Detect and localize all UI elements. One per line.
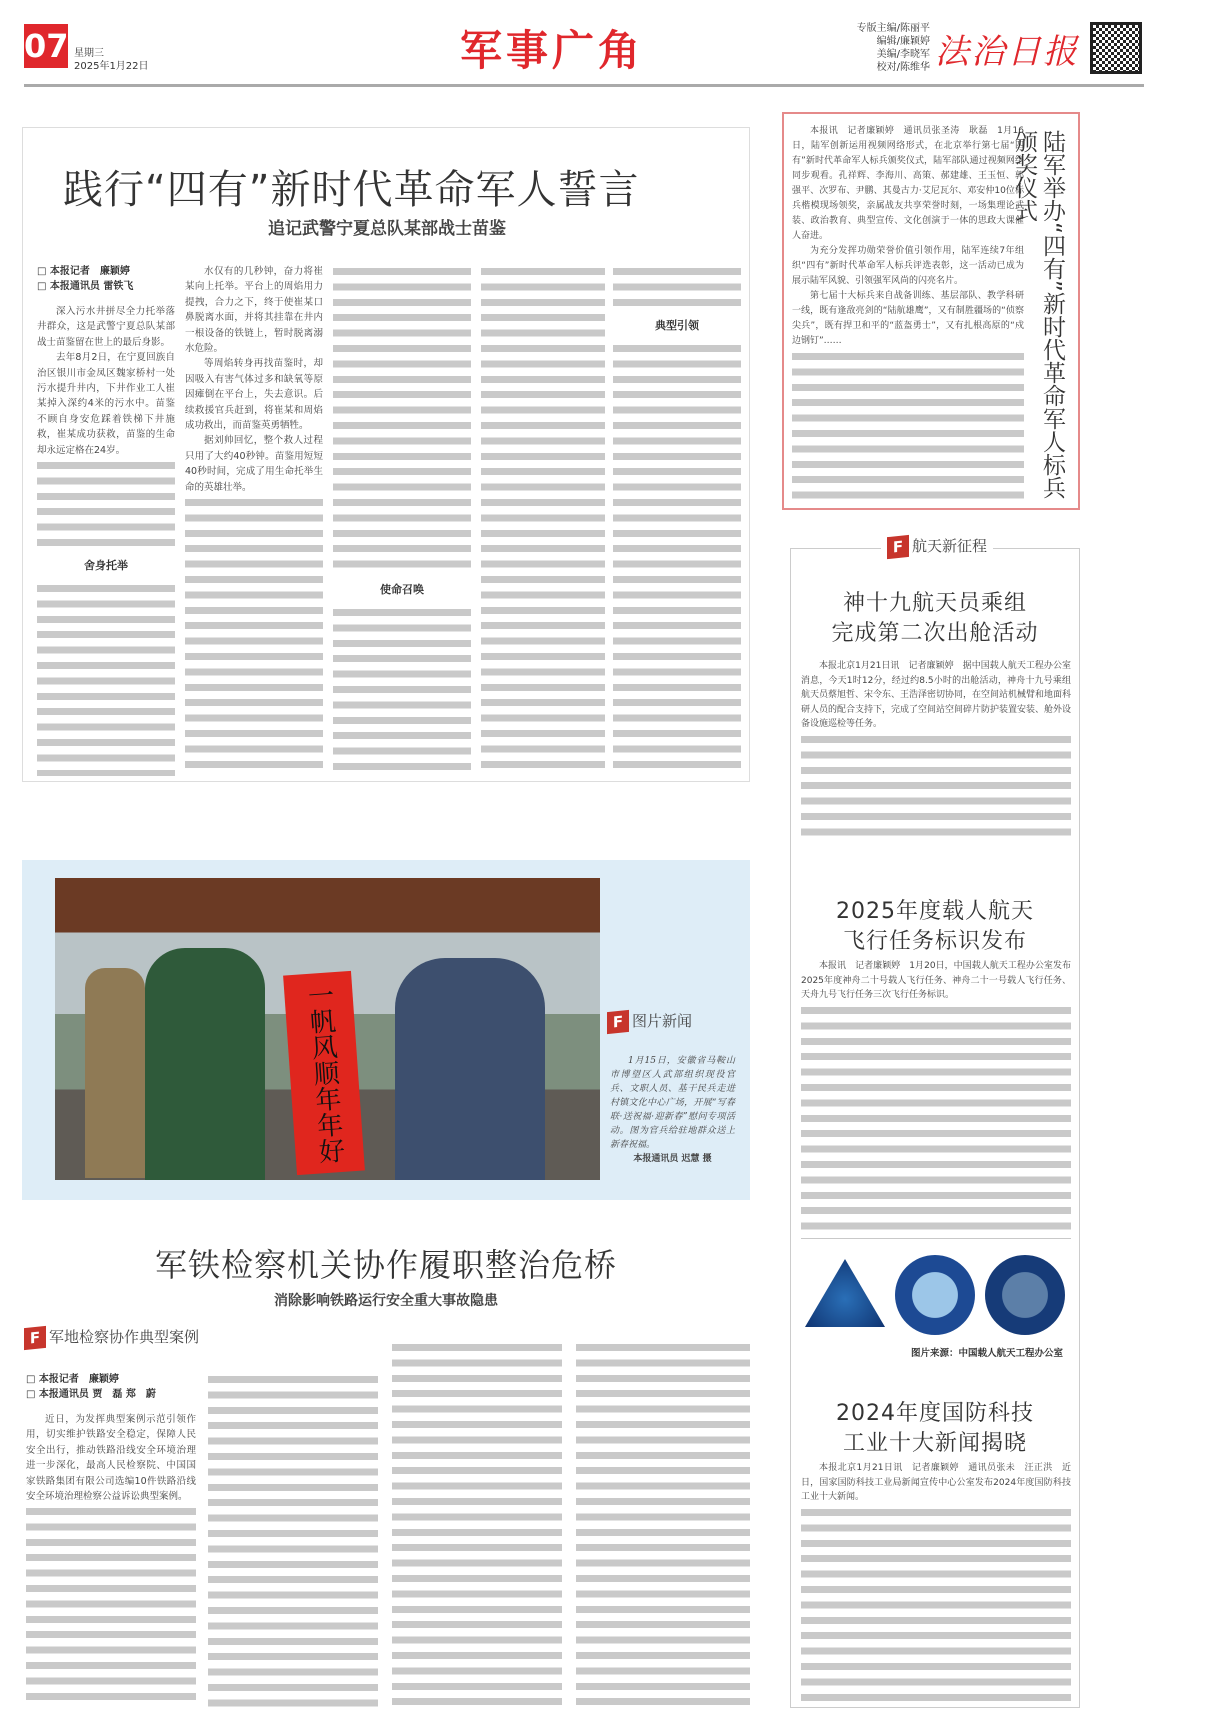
text-column — [392, 1340, 562, 1708]
editor-list — [850, 22, 930, 74]
space-article-1-title: 神十九航天员乘组 完成第二次出舱活动 — [831, 591, 1039, 646]
editor-3: 美编/李晓军 — [876, 49, 930, 60]
photo-caption: 1月15日，安徽省马鞍山市博望区人武部组织现役官兵、文职人员、基干民兵走进村镇文化中心广场，开展“写春联·送祝福·迎新春”慰问专项活动。图为官兵给驻地群众送上新春祝福。 — [610, 1056, 735, 1150]
photo-news — [22, 860, 750, 1200]
photo-credit: 本报通讯员 迟慧 摄 — [633, 1154, 712, 1164]
issue-date: 2025年1月22日 — [74, 61, 149, 72]
elder-figure — [395, 958, 545, 1180]
editor-2: 编辑/廉颖婷 — [876, 36, 930, 47]
image-credit: 图片来源：中国载人航天工程办公室 — [910, 1348, 1063, 1359]
byline-correspondent: □ 本报通讯员 雷铁飞 — [37, 281, 134, 292]
editor-1: 专版主编/陈丽平 — [856, 23, 930, 34]
section-title: 军事广角 — [460, 26, 645, 75]
qr-code-icon — [1090, 22, 1142, 74]
main-article — [22, 127, 750, 782]
paragraph: 水仅有的几秒钟，奋力将崔某向上托举。平台上的周焰用力提拽，合力之下，终于使崔某口鼻脱离水面，并将其挂靠在井内一根设备的铁链上，暂时脱离溺水危险。 — [185, 266, 323, 355]
section-heading: 典型引领 — [655, 319, 699, 332]
space-section-header — [881, 535, 993, 558]
text-column — [208, 1372, 378, 1708]
issue-weekday: 星期三 — [74, 48, 104, 59]
editor-4: 校对/陈维华 — [876, 62, 930, 73]
space-article-2-title: 2025年度载人航天 飞行任务标识发布 — [836, 899, 1034, 954]
f-logo-icon: F — [24, 1325, 46, 1349]
bottom-article-subtitle: 消除影响铁路运行安全重大事故隐患 — [274, 1293, 498, 1309]
paragraph: 近日，为发挥典型案例示范引领作用，切实维护铁路安全稳定，保障人民安全出行，推动铁路沿线安全环境治理进一步深化，最高人民检察院、中国国家铁路集团有限公司选编10件铁路沿线安全环境治理检察公益诉讼典型案例。 — [26, 1414, 196, 1503]
bottom-article-title: 军铁检察机关协作履职整治危桥 — [154, 1246, 617, 1284]
text-column — [576, 1340, 750, 1708]
paragraph: 本报讯 记者廉颖婷 通讯员张圣涛 耿磊 1月16日，陆军创新运用视频网络形式，在北京举行第七届“四有”新时代革命军人标兵颁奖仪式，陆军部队通过视频网络同步观看。孔祥辉、李海川、高策、郝建雄、王玉恒、郭强平、次罗布、尹鹏、其曼古力·艾尼瓦尔、邓安仲10位标兵楷模现场领奖，亲属战友共享荣誉时刻，一场集理论武装、政治教育、典型宣传、文化创演于一体的思政大课催人奋进。 — [792, 126, 1024, 241]
section-heading: 舍身托举 — [84, 559, 128, 573]
space-article-3-title: 2024年度国防科技 工业十大新闻揭晓 — [836, 1401, 1034, 1456]
paragraph: 本报北京1月21日讯 记者廉颖婷 通讯员张未 汪正洪 近日，国家国防科技工业局新闻宣传中心公室发布2024年度国防科技工业十大新闻。 — [801, 1463, 1071, 1502]
byline-reporter: □ 本报记者 廉颖婷 — [26, 1374, 119, 1385]
f-logo-icon: F — [607, 1009, 629, 1033]
paper-logo: 法治日报 — [935, 32, 1079, 72]
case-section-label: 军地检察协作典型案例 — [49, 1328, 200, 1346]
header-divider — [24, 84, 1144, 87]
case-section-header — [24, 1326, 199, 1349]
paragraph: 第七届十大标兵来自战备训练、基层部队、教学科研一线，既有逢敌亮剑的“陆航雄鹰”，又有制胜疆场的“侦察尖兵”，既有捍卫和平的“蓝盔勇士”，又有扎根高原的“戍边钢钉”…… — [792, 291, 1024, 346]
couplet-banner: 一帆风顺年年好 — [283, 971, 365, 1175]
photo-news-header — [607, 1010, 692, 1033]
section-heading: 使命召唤 — [380, 583, 424, 596]
paragraph: 深入污水井拼尽全力托举落井群众，这是武警宁夏总队某部战士苗鉴留在世上的最后身影。 — [37, 306, 175, 348]
space-panel — [790, 536, 1080, 1708]
shenzhou-20-mission-patch — [805, 1259, 885, 1339]
paragraph: 本报北京1月21日讯 记者廉颖婷 据中国载人航天工程办公室消息，今天1时12分，经过约8.5小时的出舱活动，神舟十九号乘组航天员蔡旭哲、宋令东、王浩泽密切协同，在空间站机械臂和地面科研人员的配合支持下，完成了空间站空间碎片防护装置安装、舱外设备设施巡检等任务。 — [801, 661, 1071, 729]
officer-figure — [145, 948, 265, 1180]
byline-correspondent: □ 本报通讯员 贾 磊 郑 蔚 — [26, 1389, 156, 1400]
main-article-subtitle: 追记武警宁夏总队某部战士苗鉴 — [268, 219, 506, 239]
paragraph: 据刘帅回忆，整个救人过程只用了大约40秒钟。苗鉴用短短40秒时间，完成了用生命托举生命的英雄壮举。 — [185, 435, 323, 493]
paragraph: 为充分发挥功勋荣誉价值引领作用，陆军连续7年组织“四有”新时代革命军人标兵评选表彰，这一活动已成为展示陆军风貌、引领强军风尚的闪亮名片。 — [792, 246, 1024, 286]
photo-news-label: 图片新闻 — [632, 1012, 693, 1030]
f-logo-icon: F — [887, 534, 909, 558]
main-article-title: 践行“四有”新时代革命军人誓言 — [63, 167, 640, 213]
paragraph: 去年8月2日，在宁夏回族自治区银川市金凤区魏家桥村一处污水提升井内，下井作业工人崔某掉入深约4米的污水中。苗鉴不顾自身安危踩着铁梯下井施救，崔某成功获救，苗鉴的生命却永远定格在24岁。 — [37, 352, 175, 456]
tianzhou-9-mission-patch — [985, 1255, 1065, 1335]
space-section-label: 航天新征程 — [912, 537, 988, 555]
page-number-badge: 07 — [24, 24, 68, 68]
army-award-title: 陆军举办“四有”新时代革命军人标兵颁奖仪式 — [1011, 130, 1065, 499]
soldier-figure — [85, 968, 145, 1178]
news-photo — [55, 878, 600, 1180]
paragraph: 本报讯 记者廉颖婷 1月20日，中国载人航天工程办公室发布2025年度神舟二十号载人飞行任务、神舟二十一号载人飞行任务、天舟九号飞行任务三次飞行任务标识。 — [801, 961, 1071, 1000]
army-award-article — [782, 112, 1080, 510]
byline-reporter: □ 本报记者 廉颖婷 — [37, 266, 130, 277]
paragraph: 等周焰转身再找苗鉴时，却因吸入有害气体过多和缺氧等原因瘫倒在平台上，失去意识。后续救援官兵赶到，将崔某和周焰成功救出，而苗鉴英勇牺牲。 — [185, 358, 323, 432]
shenzhou-21-mission-patch — [895, 1255, 975, 1335]
